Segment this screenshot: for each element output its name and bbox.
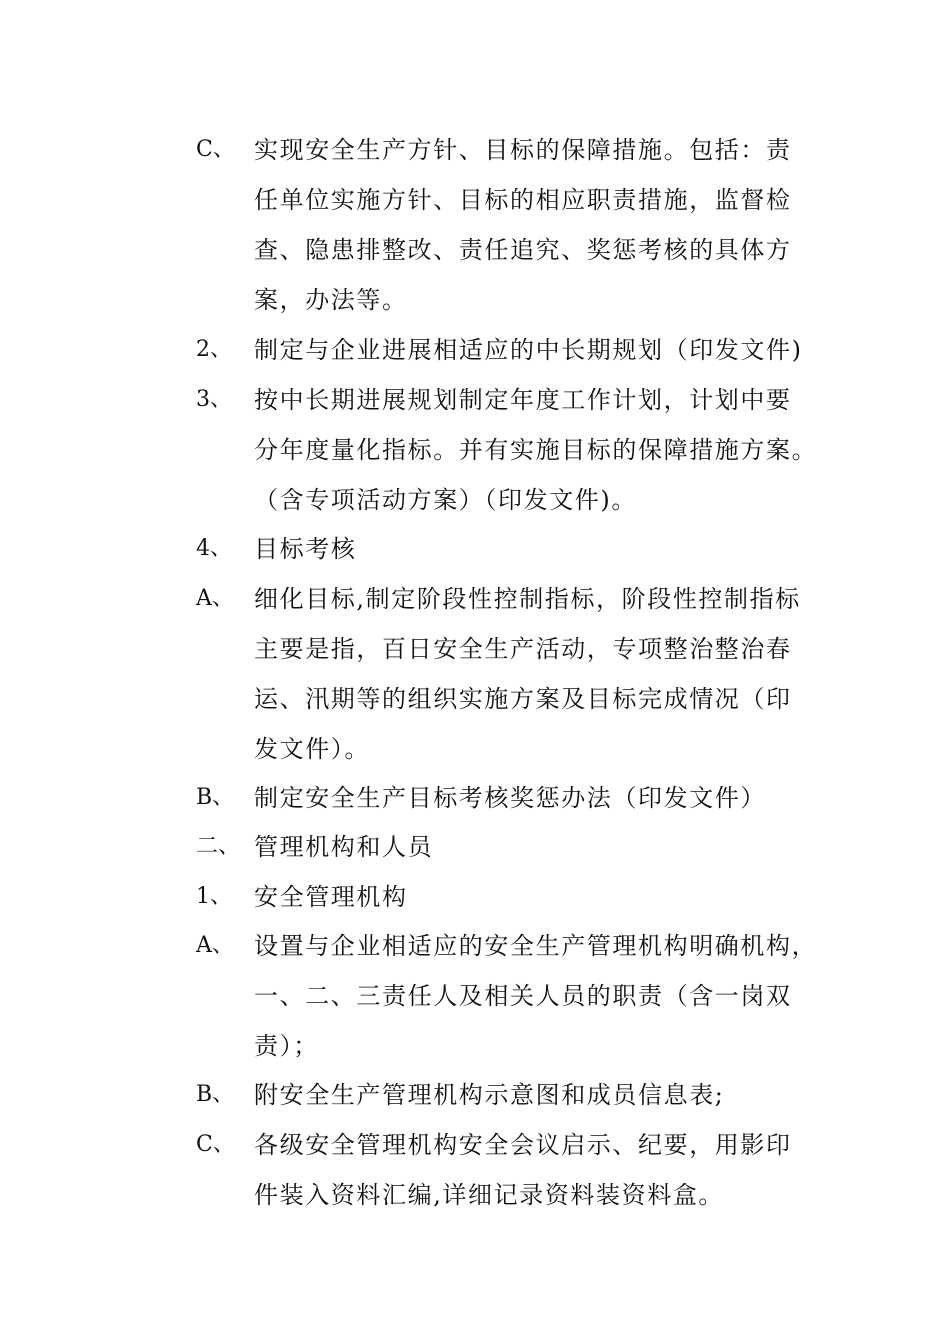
paragraph-line: 细化目标,制定阶段性控制指标，阶段性控制指标 bbox=[254, 585, 801, 613]
list-marker: B、 bbox=[196, 785, 235, 810]
paragraph-line: 设置与企业相适应的安全生产管理机构明确机构， bbox=[254, 932, 818, 960]
list-marker: 二、 bbox=[196, 834, 241, 859]
list-marker: A、 bbox=[196, 586, 234, 611]
paragraph-line: 件装入资料汇编,详细记录资料装资料盒。 bbox=[254, 1181, 725, 1209]
paragraph-line: 各级安全管理机构安全会议启示、纪要，用影印 bbox=[254, 1131, 792, 1159]
list-marker: B、 bbox=[196, 1082, 235, 1107]
list-item bbox=[196, 1120, 836, 1220]
section-heading bbox=[196, 822, 836, 872]
list-item bbox=[196, 574, 836, 774]
paragraph-line: 查、隐患排整改、责任追究、奖惩考核的具体方 bbox=[254, 236, 792, 264]
paragraph-line: 一、二、三责任人及相关人员的职责（含一岗双 bbox=[254, 982, 792, 1010]
list-item bbox=[196, 1070, 836, 1120]
paragraph-line: 责）； bbox=[254, 1032, 319, 1060]
list-item bbox=[196, 524, 836, 574]
list-item bbox=[196, 375, 836, 525]
paragraph-line: 按中长期进展规划制定年度工作计划，计划中要 bbox=[254, 386, 792, 414]
list-marker: A、 bbox=[196, 933, 234, 958]
paragraph-line: 任单位实施方针、目标的相应职责措施，监督检 bbox=[254, 186, 792, 214]
paragraph-line: 制定与企业进展相适应的中长期规划（印发文件) bbox=[254, 336, 803, 364]
paragraph-line: 管理机构和人员 bbox=[254, 833, 434, 861]
paragraph-line: 分年度量化指标。并有实施目标的保障措施方案。 bbox=[254, 436, 818, 464]
paragraph-line: 目标考核 bbox=[254, 535, 357, 563]
paragraph-line: 案，办法等。 bbox=[254, 286, 408, 314]
list-marker: 4、 bbox=[196, 536, 232, 561]
list-item bbox=[196, 921, 836, 1071]
paragraph-line: 运、汛期等的组织实施方案及目标完成情况（印 bbox=[254, 685, 792, 713]
list-marker: C、 bbox=[196, 1132, 235, 1157]
list-item bbox=[196, 125, 836, 325]
list-marker: 1、 bbox=[196, 884, 232, 909]
paragraph-line: 附安全生产管理机构示意图和成员信息表; bbox=[254, 1081, 725, 1109]
list-marker: C、 bbox=[196, 137, 235, 162]
list-item bbox=[196, 773, 836, 823]
list-item bbox=[196, 325, 836, 375]
list-marker: 3、 bbox=[196, 387, 232, 412]
paragraph-line: （含专项活动方案）（印发文件)。 bbox=[254, 486, 637, 514]
list-marker: 2、 bbox=[196, 337, 232, 362]
paragraph-line: 实现安全生产方针、目标的保障措施。包括：责 bbox=[254, 136, 792, 164]
paragraph-line: 安全管理机构 bbox=[254, 883, 408, 911]
paragraph-line: 发文件）。 bbox=[254, 735, 370, 763]
list-item bbox=[196, 872, 836, 922]
paragraph-line: 主要是指，百日安全生产活动，专项整治整治春 bbox=[254, 635, 792, 663]
paragraph-line: 制定安全生产目标考核奖惩办法（印发文件） bbox=[254, 784, 766, 812]
